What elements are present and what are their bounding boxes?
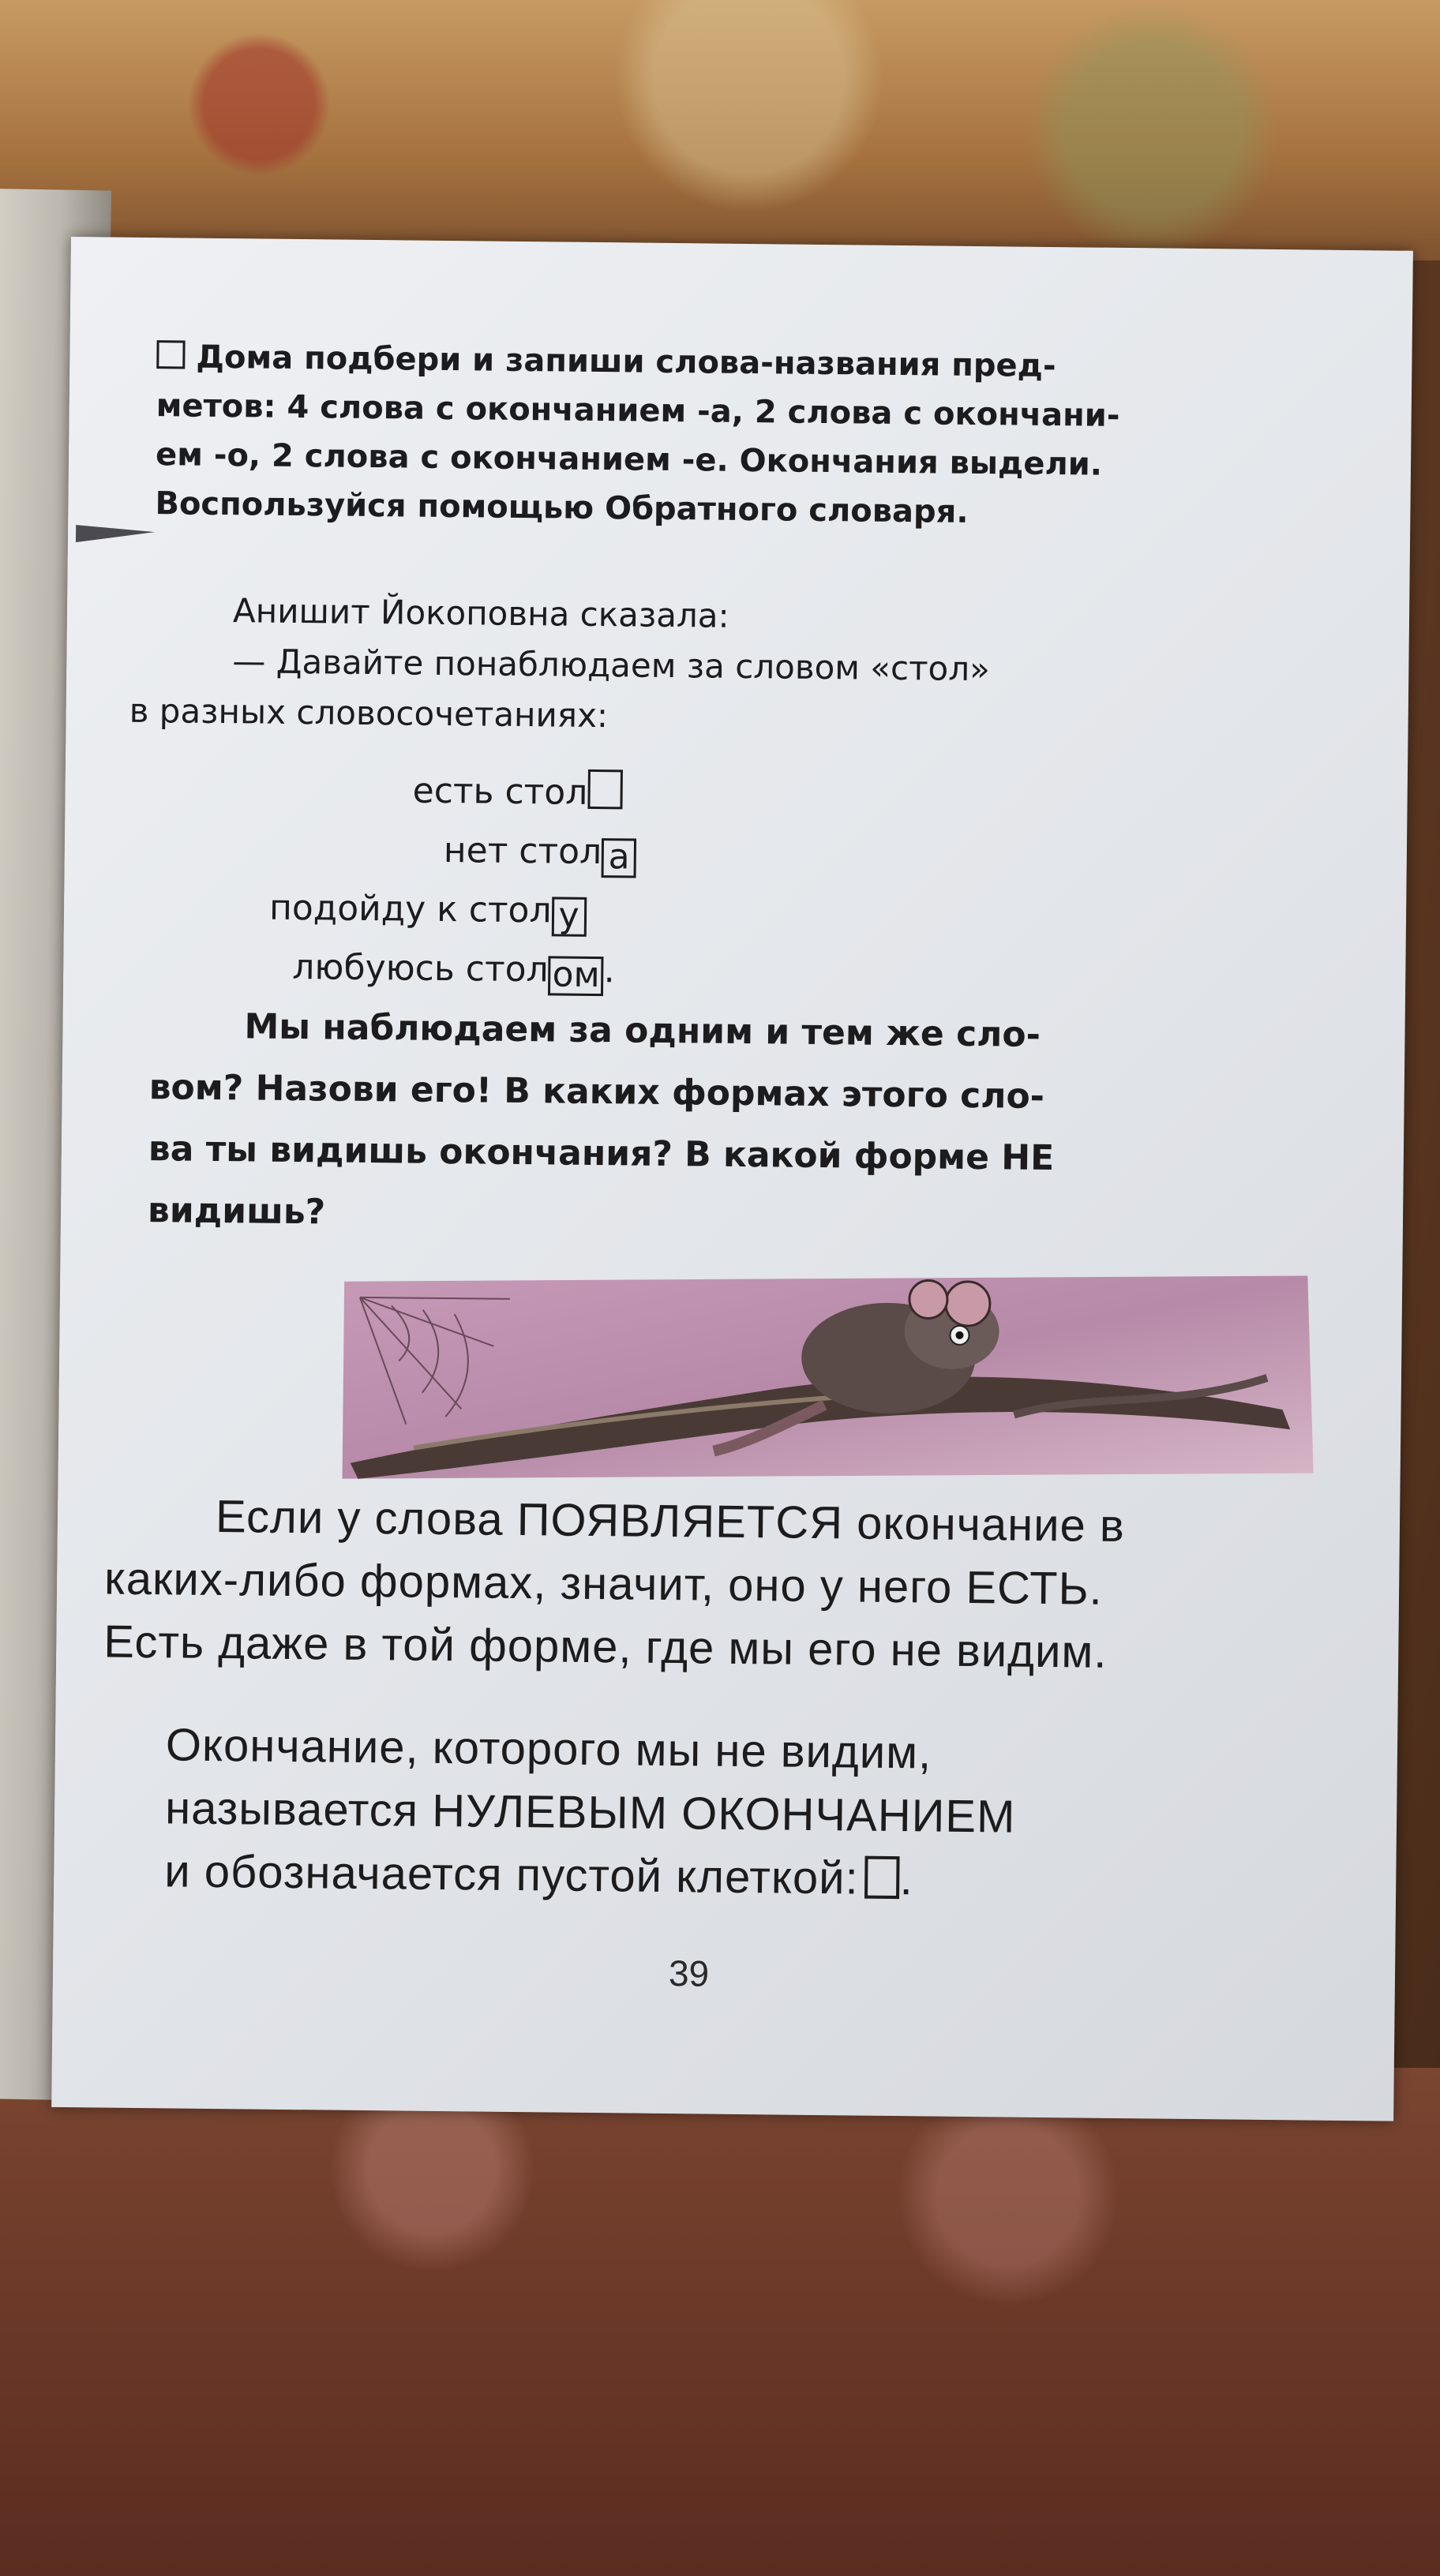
empty-cell-icon: [864, 1856, 900, 1899]
definition-line: называется НУЛЕВЫМ ОКОНЧАНИЕМ: [164, 1782, 1016, 1843]
dialog-line: в разных словосочетаниях:: [129, 691, 609, 736]
questions-block: [148, 995, 1318, 1253]
task-line: Дома подбери и запиши слова-названия пред-: [156, 332, 1357, 394]
dialog-line: — Давайте понаблюдаем за словом «стол»: [232, 642, 991, 689]
task-line: метов: 4 слова с окончанием -а, 2 слова с окончани-: [156, 388, 1120, 434]
definition-line: Окончание, которого мы не видим,: [165, 1719, 932, 1779]
word-form: есть стол: [270, 760, 637, 823]
page-number: 39: [668, 1953, 710, 1994]
square-checkbox-icon: [156, 340, 185, 369]
task-line: Воспользуйся помощью Обратного словаря.: [155, 485, 969, 530]
dialog-line: Анишит Йокоповна сказала:: [232, 591, 729, 635]
word-forms-list: [268, 760, 637, 1001]
question-line: видишь?: [147, 1190, 326, 1233]
rule-line: Если у слова ПОЯВЛЯЕТСЯ окончание в: [215, 1491, 1126, 1552]
teacher-dialog: [129, 585, 1362, 749]
mouse-on-branch-illustration: [334, 1250, 1315, 1497]
ending-box: у: [551, 897, 587, 936]
bookmark-triangle-icon: [76, 525, 155, 543]
zero-ending-definition: [164, 1713, 1271, 1915]
ending-box: а: [602, 838, 637, 878]
word-form: любуюсь стол ом .: [292, 946, 616, 996]
ending-box: [587, 769, 623, 809]
definition-line: и обозначается пустой клеткой: .: [163, 1845, 914, 1905]
word-form: подойду к стол у: [269, 878, 636, 942]
page-content: [51, 237, 1413, 2121]
word-form: нет стол а: [270, 819, 637, 882]
mouse-ear: [946, 1282, 991, 1327]
tablecloth-background-top: [0, 0, 1440, 260]
rule-line: Есть даже в той форме, где мы его не видим.: [103, 1616, 1108, 1678]
ending-rule: [103, 1485, 1368, 1687]
rule-line: каких-либо формах, значит, оно у него ЕСТЬ.: [103, 1552, 1104, 1615]
question-line: ва ты видишь окончания? В какой форме НЕ: [148, 1129, 1055, 1179]
homework-task: [155, 332, 1357, 541]
tablecloth-background-bottom: [0, 2068, 1440, 2576]
question-line: Мы наблюдаем за одним и тем же сло-: [244, 1006, 1041, 1055]
book-page: [51, 237, 1413, 2121]
question-line: вом? Назови его! В каких формах этого сло-: [148, 1067, 1045, 1117]
ending-box: ом: [548, 956, 604, 996]
task-line: ем -о, 2 слова с окончанием -е. Окончания выдели.: [155, 436, 1103, 483]
